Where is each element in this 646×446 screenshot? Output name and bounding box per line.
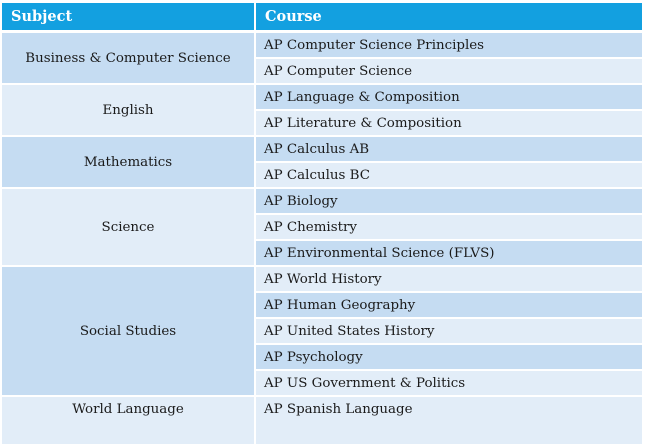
subject-cell: Business & Computer Science [2,33,256,85]
course-cell: AP Literature & Composition [256,111,642,137]
subject-cell: Mathematics [2,137,256,189]
subject-cell: Science [2,189,256,267]
table-row [2,397,642,446]
header-row [2,3,642,33]
course-cell: AP US Government & Politics [256,371,642,397]
course-cell: AP United States History [256,319,642,345]
course-cell: AP Computer Science [256,59,642,85]
table-row [2,189,642,215]
subject-cell: English [2,85,256,137]
course-table [2,3,642,446]
course-cell: AP Calculus AB [256,137,642,163]
subject-cell: Social Studies [2,267,256,397]
table-row [2,33,642,59]
course-cell: AP Language & Composition [256,85,642,111]
course-cell: AP Psychology [256,345,642,371]
course-cell: AP Calculus BC [256,163,642,189]
course-cell: AP Environmental Science (FLVS) [256,241,642,267]
subject-cell: World Language [2,397,256,446]
table-row [2,85,642,111]
course-table-wrapper [2,3,642,446]
course-cell: AP Spanish Language [256,397,642,446]
course-cell: AP Human Geography [256,293,642,319]
course-cell: AP Computer Science Principles [256,33,642,59]
table-row [2,137,642,163]
course-cell: AP Chemistry [256,215,642,241]
subject-header: Subject [2,3,256,33]
course-header: Course [256,3,642,33]
course-cell: AP World History [256,267,642,293]
course-cell: AP Biology [256,189,642,215]
table-row [2,267,642,293]
